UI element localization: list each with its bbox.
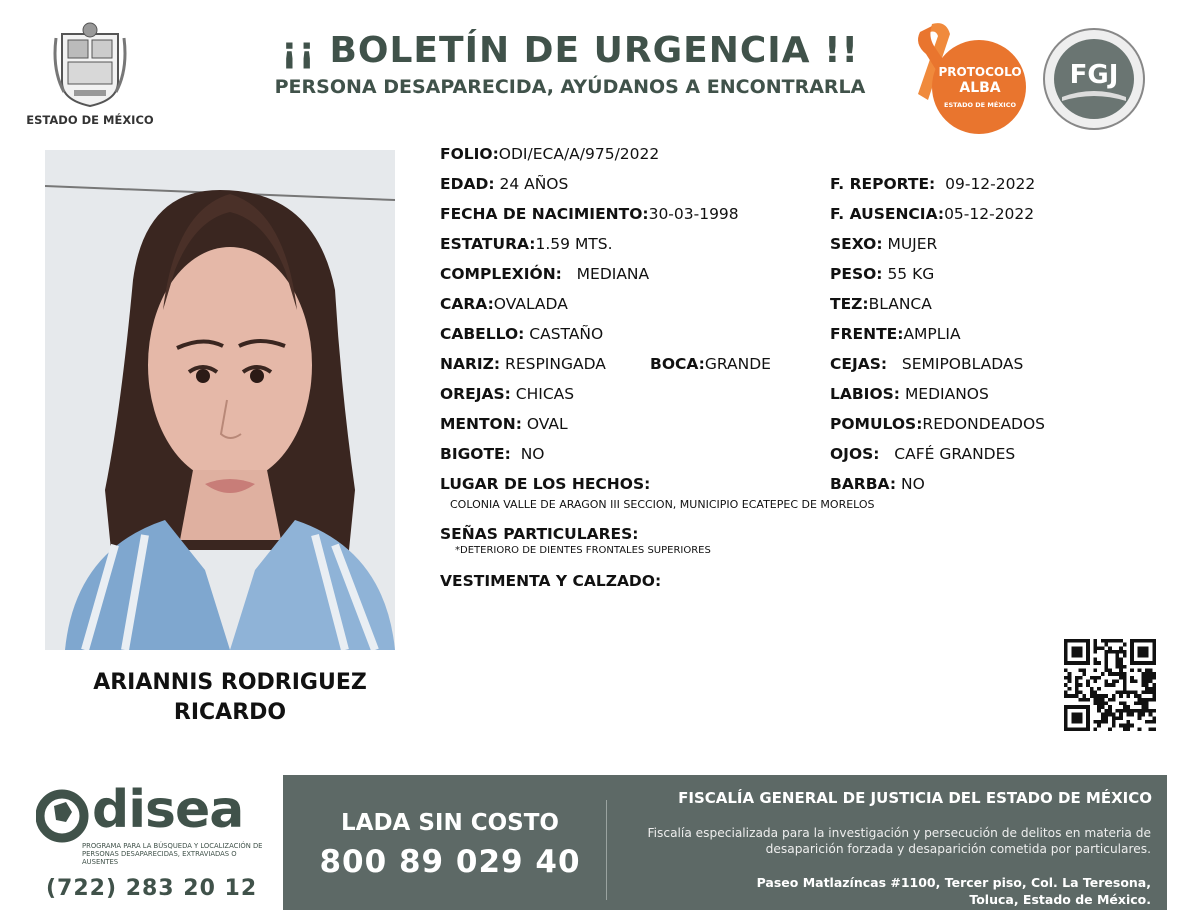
field-value: OVAL xyxy=(526,415,568,433)
field-label: F. REPORTE: xyxy=(830,175,936,193)
field-value: MEDIANOS xyxy=(904,385,989,403)
field-value: SEMIPOBLADAS xyxy=(901,355,1024,373)
person-name xyxy=(60,668,400,728)
fgj-address xyxy=(620,874,1151,908)
field-label: F. AUSENCIA: xyxy=(830,205,945,223)
field-menton xyxy=(440,415,568,433)
field-cabello xyxy=(440,325,603,343)
field-sexo xyxy=(830,235,937,253)
field-label: CABELLO: xyxy=(440,325,525,343)
field-value: OVALADA xyxy=(493,295,568,313)
odisea-description: PROGRAMA PARA LA BÚSQUEDA Y LOCALIZACIÓN DE PERSONAS DESAPARECIDAS, EXTRAVIADAS O AUSENTES xyxy=(82,842,263,866)
field-barba xyxy=(830,475,925,493)
field-label: EDAD: xyxy=(440,175,495,193)
field-label: PESO: xyxy=(830,265,883,283)
field-label: LABIOS: xyxy=(830,385,900,403)
lugar-hechos-value: COLONIA VALLE DE ARAGON III SECCION, MUNICIPIO ECATEPEC DE MORELOS xyxy=(450,498,875,511)
estado-de-mexico-seal-icon xyxy=(52,20,128,108)
field-label: BARBA: xyxy=(830,475,897,493)
field-label: FRENTE: xyxy=(830,325,904,343)
field-value: REDONDEADOS xyxy=(922,415,1046,433)
state-label: ESTADO DE MÉXICO xyxy=(26,113,154,127)
field-value: 09-12-2022 xyxy=(945,175,1036,193)
field-label: OREJAS: xyxy=(440,385,511,403)
field-label: ESTATURA: xyxy=(440,235,536,253)
field-label: NARIZ: xyxy=(440,355,501,373)
alba-label-alba: ALBA xyxy=(959,80,1001,96)
alba-label-protocolo: PROTOCOLO xyxy=(938,65,1022,79)
field-value: MEDIANA xyxy=(576,265,650,283)
field-cejas xyxy=(830,355,1023,373)
field-pomulos xyxy=(830,415,1045,433)
address-line1: Paseo Matlazíncas #1100, Tercer piso, Col. La Teresona, xyxy=(756,875,1151,890)
field-f-ausencia xyxy=(830,205,1034,223)
field-value: 24 AÑOS xyxy=(499,175,569,193)
field-nariz xyxy=(440,355,606,373)
field-tez xyxy=(830,295,932,313)
field-orejas xyxy=(440,385,574,403)
odisea-wordmark: disea xyxy=(92,780,244,840)
field-value: NO xyxy=(520,445,545,463)
field-label: COMPLEXIÓN: xyxy=(440,265,562,283)
field-labios xyxy=(830,385,989,403)
field-edad xyxy=(440,175,568,193)
field-estatura xyxy=(440,235,613,253)
field-value: 55 KG xyxy=(887,265,935,283)
field-label: BIGOTE: xyxy=(440,445,511,463)
field-label: VESTIMENTA Y CALZADO: xyxy=(440,572,662,590)
field-complexion xyxy=(440,265,649,283)
field-label: POMULOS: xyxy=(830,415,923,433)
field-fecha-nacimiento xyxy=(440,205,739,223)
field-label: BOCA: xyxy=(650,355,705,373)
person-name-line2: RICARDO xyxy=(173,700,287,725)
field-bigote xyxy=(440,445,545,463)
senas-particulares-value: *DETERIORO DE DIENTES FRONTALES SUPERIORES xyxy=(455,545,711,556)
field-f-reporte xyxy=(830,175,1035,193)
field-vestimenta xyxy=(440,572,661,590)
field-label: SEXO: xyxy=(830,235,883,253)
field-label: OJOS: xyxy=(830,445,880,463)
field-value: MUJER xyxy=(887,235,938,253)
field-frente xyxy=(830,325,961,343)
field-value: BLANCA xyxy=(868,295,932,313)
address-line2: Toluca, Estado de México. xyxy=(969,892,1151,907)
field-value: CHICAS xyxy=(515,385,575,403)
field-lugar-hechos xyxy=(440,475,650,493)
fgj-name: FISCALÍA GENERAL DE JUSTICIA DEL ESTADO DE MÉXICO xyxy=(678,789,1152,807)
field-value: ODI/ECA/A/975/2022 xyxy=(498,145,660,163)
field-label: CARA: xyxy=(440,295,494,313)
field-label: FOLIO: xyxy=(440,145,499,163)
field-value: RESPINGADA xyxy=(505,355,606,373)
fgj-description: Fiscalía especializada para la investigación y persecución de delitos en materia de desaparición forzada y desaparición cometida por particulares. xyxy=(647,826,1151,856)
field-value: 30-03-1998 xyxy=(648,205,739,223)
field-label: LUGAR DE LOS HECHOS: xyxy=(440,475,651,493)
bulletin-subtitle: PERSONA DESAPARECIDA, AYÚDANOS A ENCONTRARLA xyxy=(274,76,866,98)
bulletin-title: ¡¡ BOLETÍN DE URGENCIA !! xyxy=(281,30,859,71)
field-cara xyxy=(440,295,568,313)
field-label: FECHA DE NACIMIENTO: xyxy=(440,205,649,223)
field-value: 05-12-2022 xyxy=(944,205,1035,223)
person-photo xyxy=(45,150,395,650)
odisea-phone[interactable]: (722) 283 20 12 xyxy=(46,876,258,901)
field-ojos xyxy=(830,445,1015,463)
field-value: 1.59 MTS. xyxy=(535,235,613,253)
qr-code-icon[interactable] xyxy=(1064,639,1156,731)
field-value: NO xyxy=(900,475,925,493)
field-label: TEZ: xyxy=(830,295,869,313)
field-value: CAFÉ GRANDES xyxy=(894,445,1016,463)
person-name-line1: ARIANNIS RODRIGUEZ xyxy=(93,670,367,695)
field-folio xyxy=(440,145,659,163)
field-value: AMPLIA xyxy=(903,325,961,343)
field-label: MENTON: xyxy=(440,415,522,433)
field-value: GRANDE xyxy=(704,355,771,373)
lada-phone-number[interactable]: 800 89 029 40 xyxy=(319,844,581,880)
fgj-logo-text: FGJ xyxy=(1069,60,1119,90)
field-peso xyxy=(830,265,934,283)
field-senas-particulares xyxy=(440,525,639,543)
field-label: CEJAS: xyxy=(830,355,888,373)
alba-label-estado: ESTADO DE MÉXICO xyxy=(944,101,1016,109)
field-label: SEÑAS PARTICULARES: xyxy=(440,525,639,543)
field-value: CASTAÑO xyxy=(529,325,604,343)
lada-label: LADA SIN COSTO xyxy=(341,810,559,836)
field-boca xyxy=(650,355,771,373)
